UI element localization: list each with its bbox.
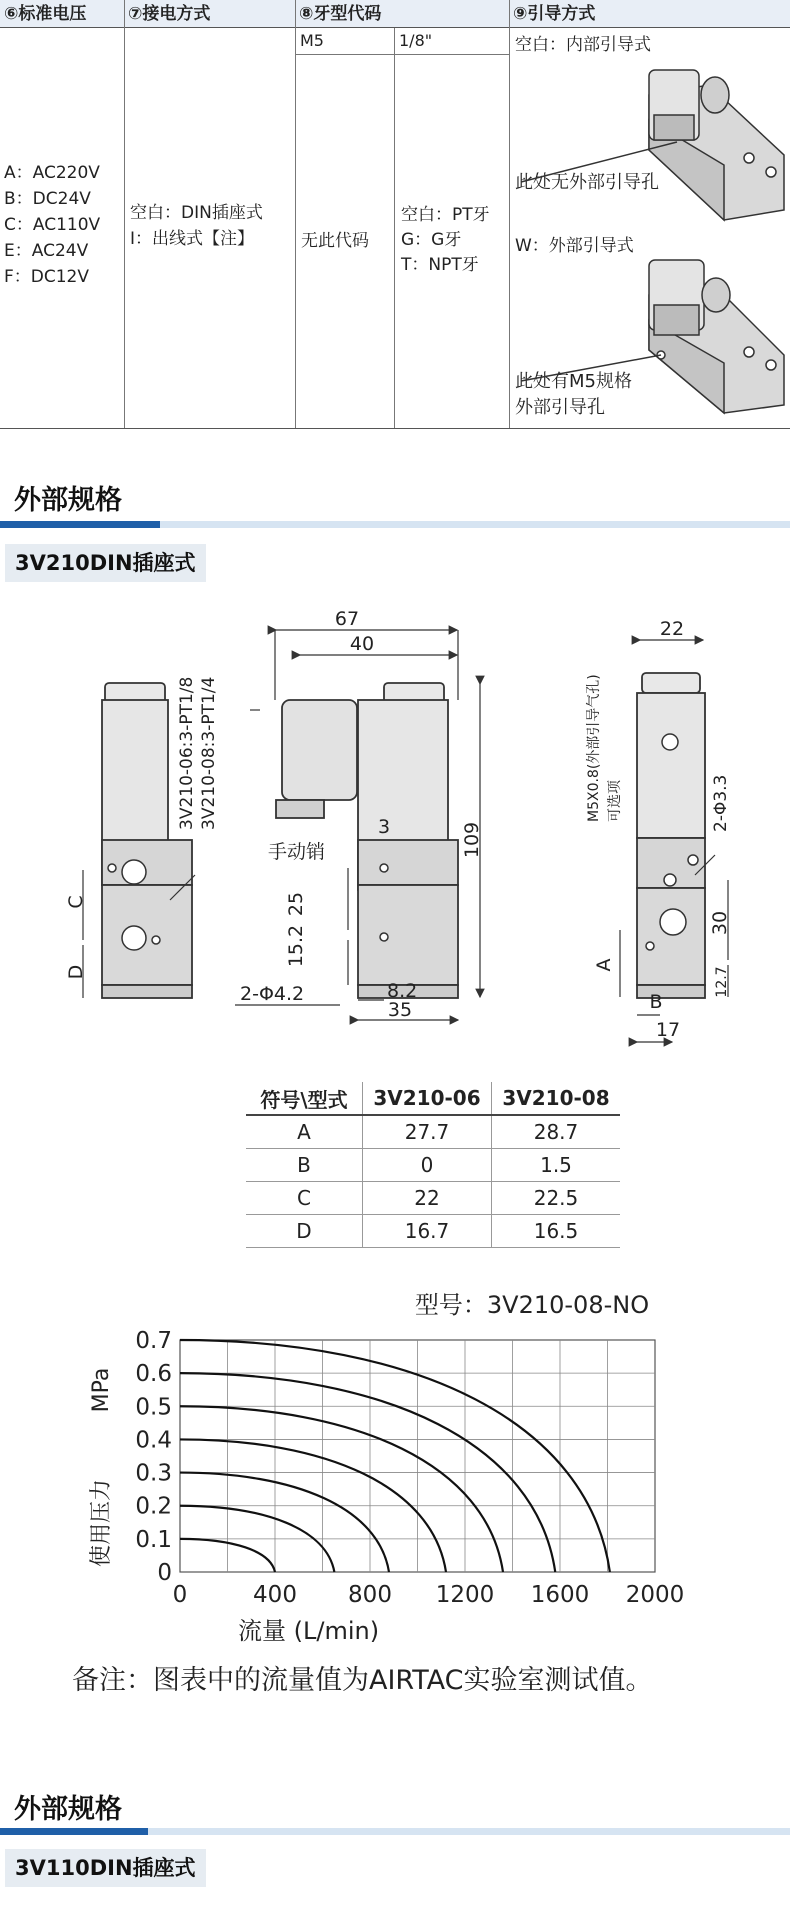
chart-title: 型号：3V210-08-NO	[414, 1291, 650, 1319]
table-row	[246, 1149, 620, 1182]
rot-label-pt18: 3V210-06:3-PT1/8	[177, 676, 197, 830]
chart-note: 备注：图表中的流量值为AIRTAC实验室测试值。	[72, 1665, 653, 1696]
y-tick-label: 0.6	[135, 1361, 172, 1388]
dim-8-2: 8.2	[387, 980, 418, 1002]
valve-external-pilot-image	[509, 255, 790, 420]
cell: 1.5	[492, 1149, 621, 1182]
x-axis-label: 流量 (L/min)	[238, 1617, 380, 1645]
rot-label-pt14: 3V210-08:3-PT1/4	[199, 676, 219, 830]
x-tick-label: 1200	[435, 1582, 495, 1608]
y-unit-label: MPa	[89, 1367, 114, 1413]
dim-35: 35	[387, 999, 413, 1021]
x-tick-label: 800	[348, 1582, 392, 1608]
dim-25: 25	[285, 891, 307, 917]
model-subtitle-2: 3V110DIN插座式	[5, 1849, 206, 1887]
x-tick-label: 400	[253, 1582, 297, 1608]
header-voltage: ⑥标准电压	[0, 0, 124, 28]
cell: 27.7	[363, 1115, 492, 1149]
thread-g: G：G牙	[401, 230, 462, 250]
header-connection: ⑦接电方式	[124, 0, 295, 28]
section-bar-1	[0, 521, 160, 528]
model-subtitle-1: 3V210DIN插座式	[5, 544, 206, 582]
y-tick-label: 0.2	[135, 1493, 172, 1520]
cell: B	[246, 1149, 363, 1182]
thread-m5-value: 无此代码	[301, 231, 369, 251]
dim-17: 17	[655, 1019, 681, 1041]
connection-din: 空白：DIN插座式	[130, 203, 263, 223]
manual-pin-label: 手动销	[268, 841, 326, 863]
y-tick-label: 0.7	[135, 1328, 172, 1354]
section-bar-2	[0, 1828, 148, 1835]
cell: A	[246, 1115, 363, 1149]
section-title-2: 外部规格	[14, 1794, 122, 1825]
section-bar-1-light	[160, 521, 790, 528]
thread-m5-header: M5	[300, 31, 324, 50]
table-row	[246, 1215, 620, 1248]
cell: C	[246, 1182, 363, 1215]
label-a: A	[593, 958, 615, 972]
dim-header-06: 3V210-06	[363, 1082, 492, 1115]
thread-18-header: 1/8"	[399, 31, 433, 50]
connection-wire: I：出线式【注】	[130, 229, 255, 249]
label-b: B	[649, 991, 663, 1013]
hole-3-3-label: 2-Φ3.3	[711, 774, 731, 832]
dim-header-08: 3V210-08	[492, 1082, 621, 1115]
y-tick-label: 0.5	[135, 1394, 172, 1421]
section-title-1: 外部规格	[14, 485, 122, 516]
table-row	[246, 1115, 620, 1149]
valve-dimension-drawing	[0, 600, 790, 1050]
y-tick-label: 0.4	[135, 1427, 172, 1454]
label-d: D	[65, 964, 87, 980]
cell: 16.5	[492, 1215, 621, 1248]
pilot-external: W：外部引导式	[515, 236, 634, 256]
x-tick-label: 1600	[530, 1582, 590, 1608]
label-c: C	[65, 895, 87, 909]
pilot-external-note-2: 外部引导孔	[515, 397, 605, 418]
optional-label: 可选项	[607, 780, 623, 822]
dim-3: 3	[378, 816, 391, 838]
dim-67: 67	[334, 608, 360, 630]
dim-12-7: 12.7	[714, 966, 730, 998]
y-axis-label: 使用压力	[89, 1478, 114, 1568]
cell: 22	[363, 1182, 492, 1215]
cell: 0	[363, 1149, 492, 1182]
dim-22: 22	[659, 618, 685, 640]
voltage-e: E：AC24V	[4, 241, 89, 261]
y-tick-label: 0.1	[135, 1526, 172, 1553]
series-line-0.5	[180, 1406, 503, 1572]
thread-npt: T：NPT牙	[401, 255, 479, 275]
x-tick-label: 0	[172, 1582, 188, 1608]
header-thread: ⑧牙型代码	[295, 0, 509, 28]
pilot-internal-note: 此处无外部引导孔	[515, 172, 659, 193]
voltage-f: F：DC12V	[4, 267, 89, 287]
cell: D	[246, 1215, 363, 1248]
y-tick-label: 0.3	[135, 1460, 172, 1487]
voltage-a: A：AC220V	[4, 163, 100, 183]
dim-109: 109	[461, 821, 483, 859]
cell: 28.7	[492, 1115, 621, 1149]
dim-header-symbol: 符号\型式	[246, 1082, 363, 1115]
y-tick-label: 0	[157, 1560, 172, 1586]
voltage-b: B：DC24V	[4, 189, 91, 209]
cell: 22.5	[492, 1182, 621, 1215]
x-tick-label: 2000	[625, 1582, 685, 1608]
hole-4-2-label: 2-Φ4.2	[240, 983, 305, 1005]
voltage-c: C：AC110V	[4, 215, 101, 235]
thread-pt: 空白：PT牙	[401, 205, 490, 225]
table-row	[246, 1182, 620, 1215]
dim-30: 30	[709, 910, 731, 936]
header-pilot: ⑨引导方式	[509, 0, 790, 28]
pilot-internal: 空白：内部引导式	[515, 35, 651, 55]
dim-40: 40	[349, 633, 375, 655]
dim-15-2: 15.2	[285, 924, 307, 968]
flow-chart	[0, 1280, 790, 1650]
valve-internal-pilot-image	[509, 60, 790, 225]
dimension-table	[246, 1082, 620, 1248]
spec-table	[0, 0, 790, 430]
pilot-port-label: M5X0.8(外部引导气孔)	[586, 674, 602, 822]
section-bar-2-light	[148, 1828, 790, 1835]
cell: 16.7	[363, 1215, 492, 1248]
pilot-external-note-1: 此处有M5规格	[515, 371, 632, 392]
